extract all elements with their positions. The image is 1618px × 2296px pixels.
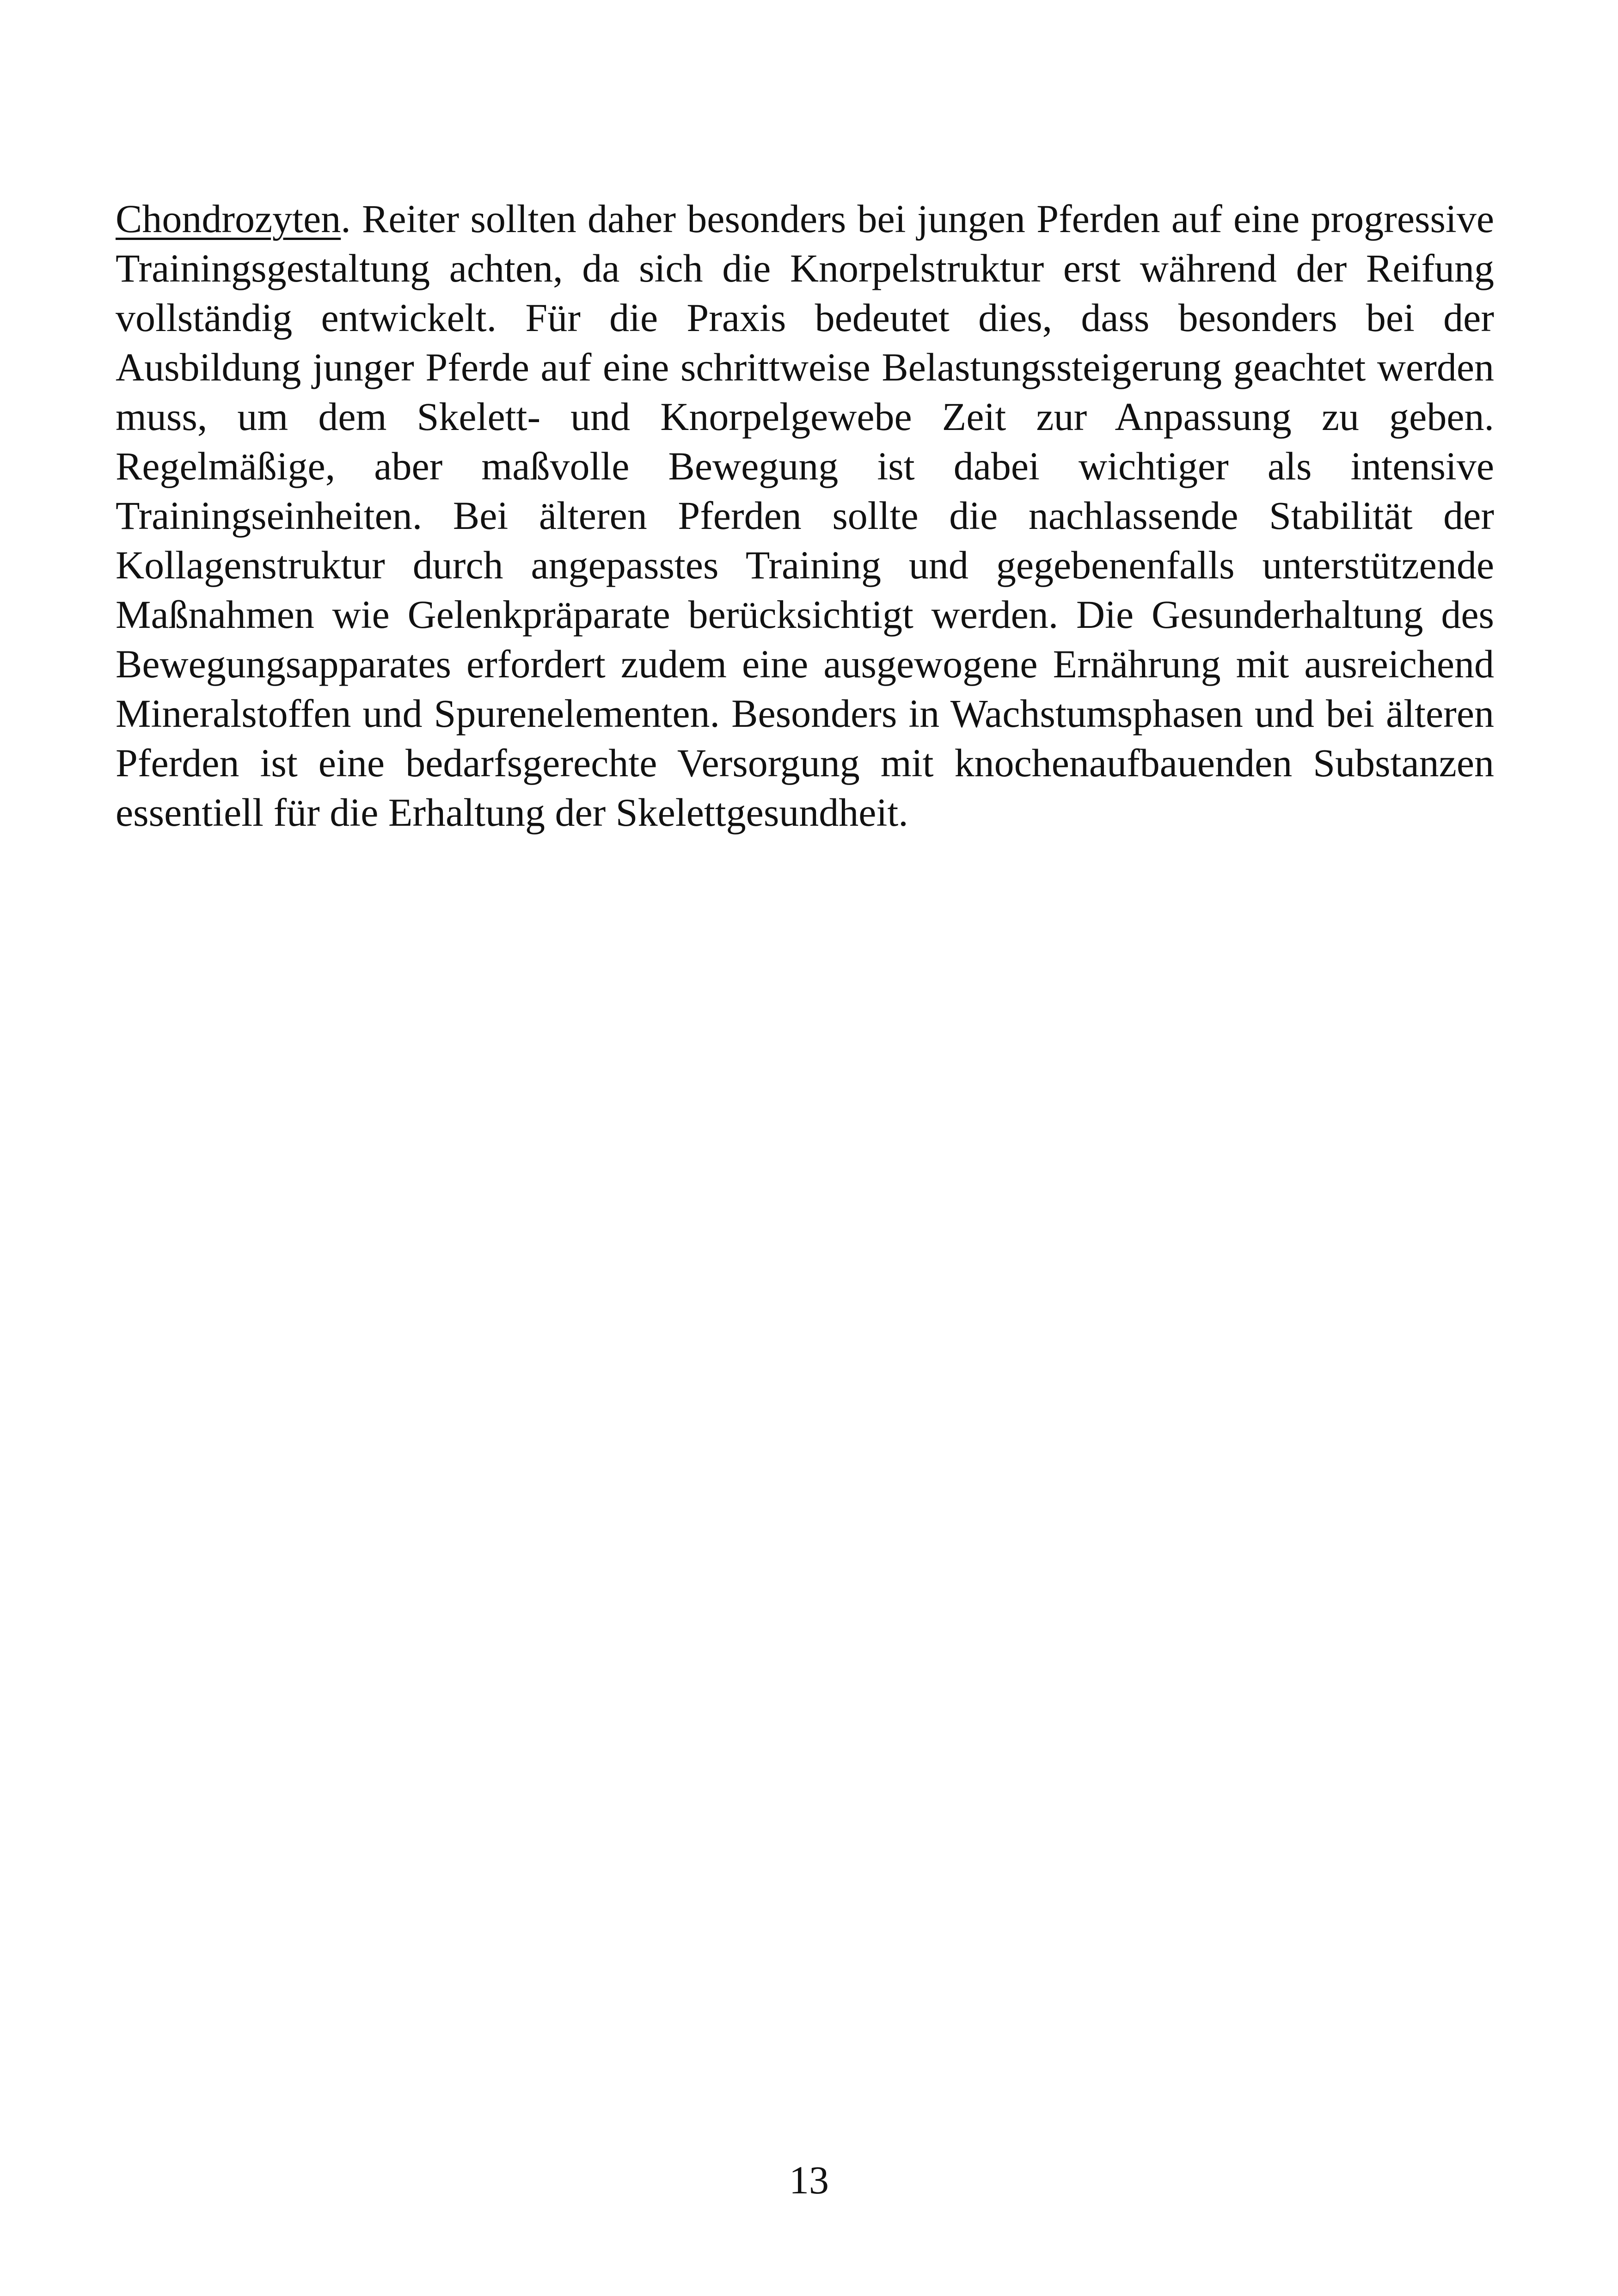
page-number: 13 [789,2158,829,2202]
body-paragraph [116,194,1494,837]
underlined-term: Chondrozyten [116,196,341,241]
paragraph-text: . Reiter sollten daher besonders bei jungen Pferden auf eine progressive Trainingsgestaltung achten, da sich die Knorpelstruktur erst während der Reifung vollständig entwickelt. Für die Praxis bedeutet dies, dass besonders bei der Ausbildung junger Pferde auf eine schrittweise Belastungssteigerung geachtet werden muss, um dem Skelett- und Knorpelgewebe Zeit zur Anpassung zu geben. Regelmäßige, aber maßvolle Bewegung ist dabei wichtiger als intensive Trainingseinheiten. Bei älteren Pferden sollte die nachlassende Stabilität der Kollagenstruktur durch angepasstes Training und gegebenenfalls unterstützende Maßnahmen wie Gelenkpräparate berücksichtigt werden. Die Gesunderhaltung des Bewegungsapparates erfordert zudem eine ausgewogene Ernährung mit ausreichend Mineralstoffen und Spurenelementen. Besonders in Wachstumsphasen und bei älteren Pferden ist eine bedarfsgerechte Versorgung mit knochenaufbauenden Substanzen essentiell für die Erhaltung der Skelettgesundheit. [116,196,1494,835]
